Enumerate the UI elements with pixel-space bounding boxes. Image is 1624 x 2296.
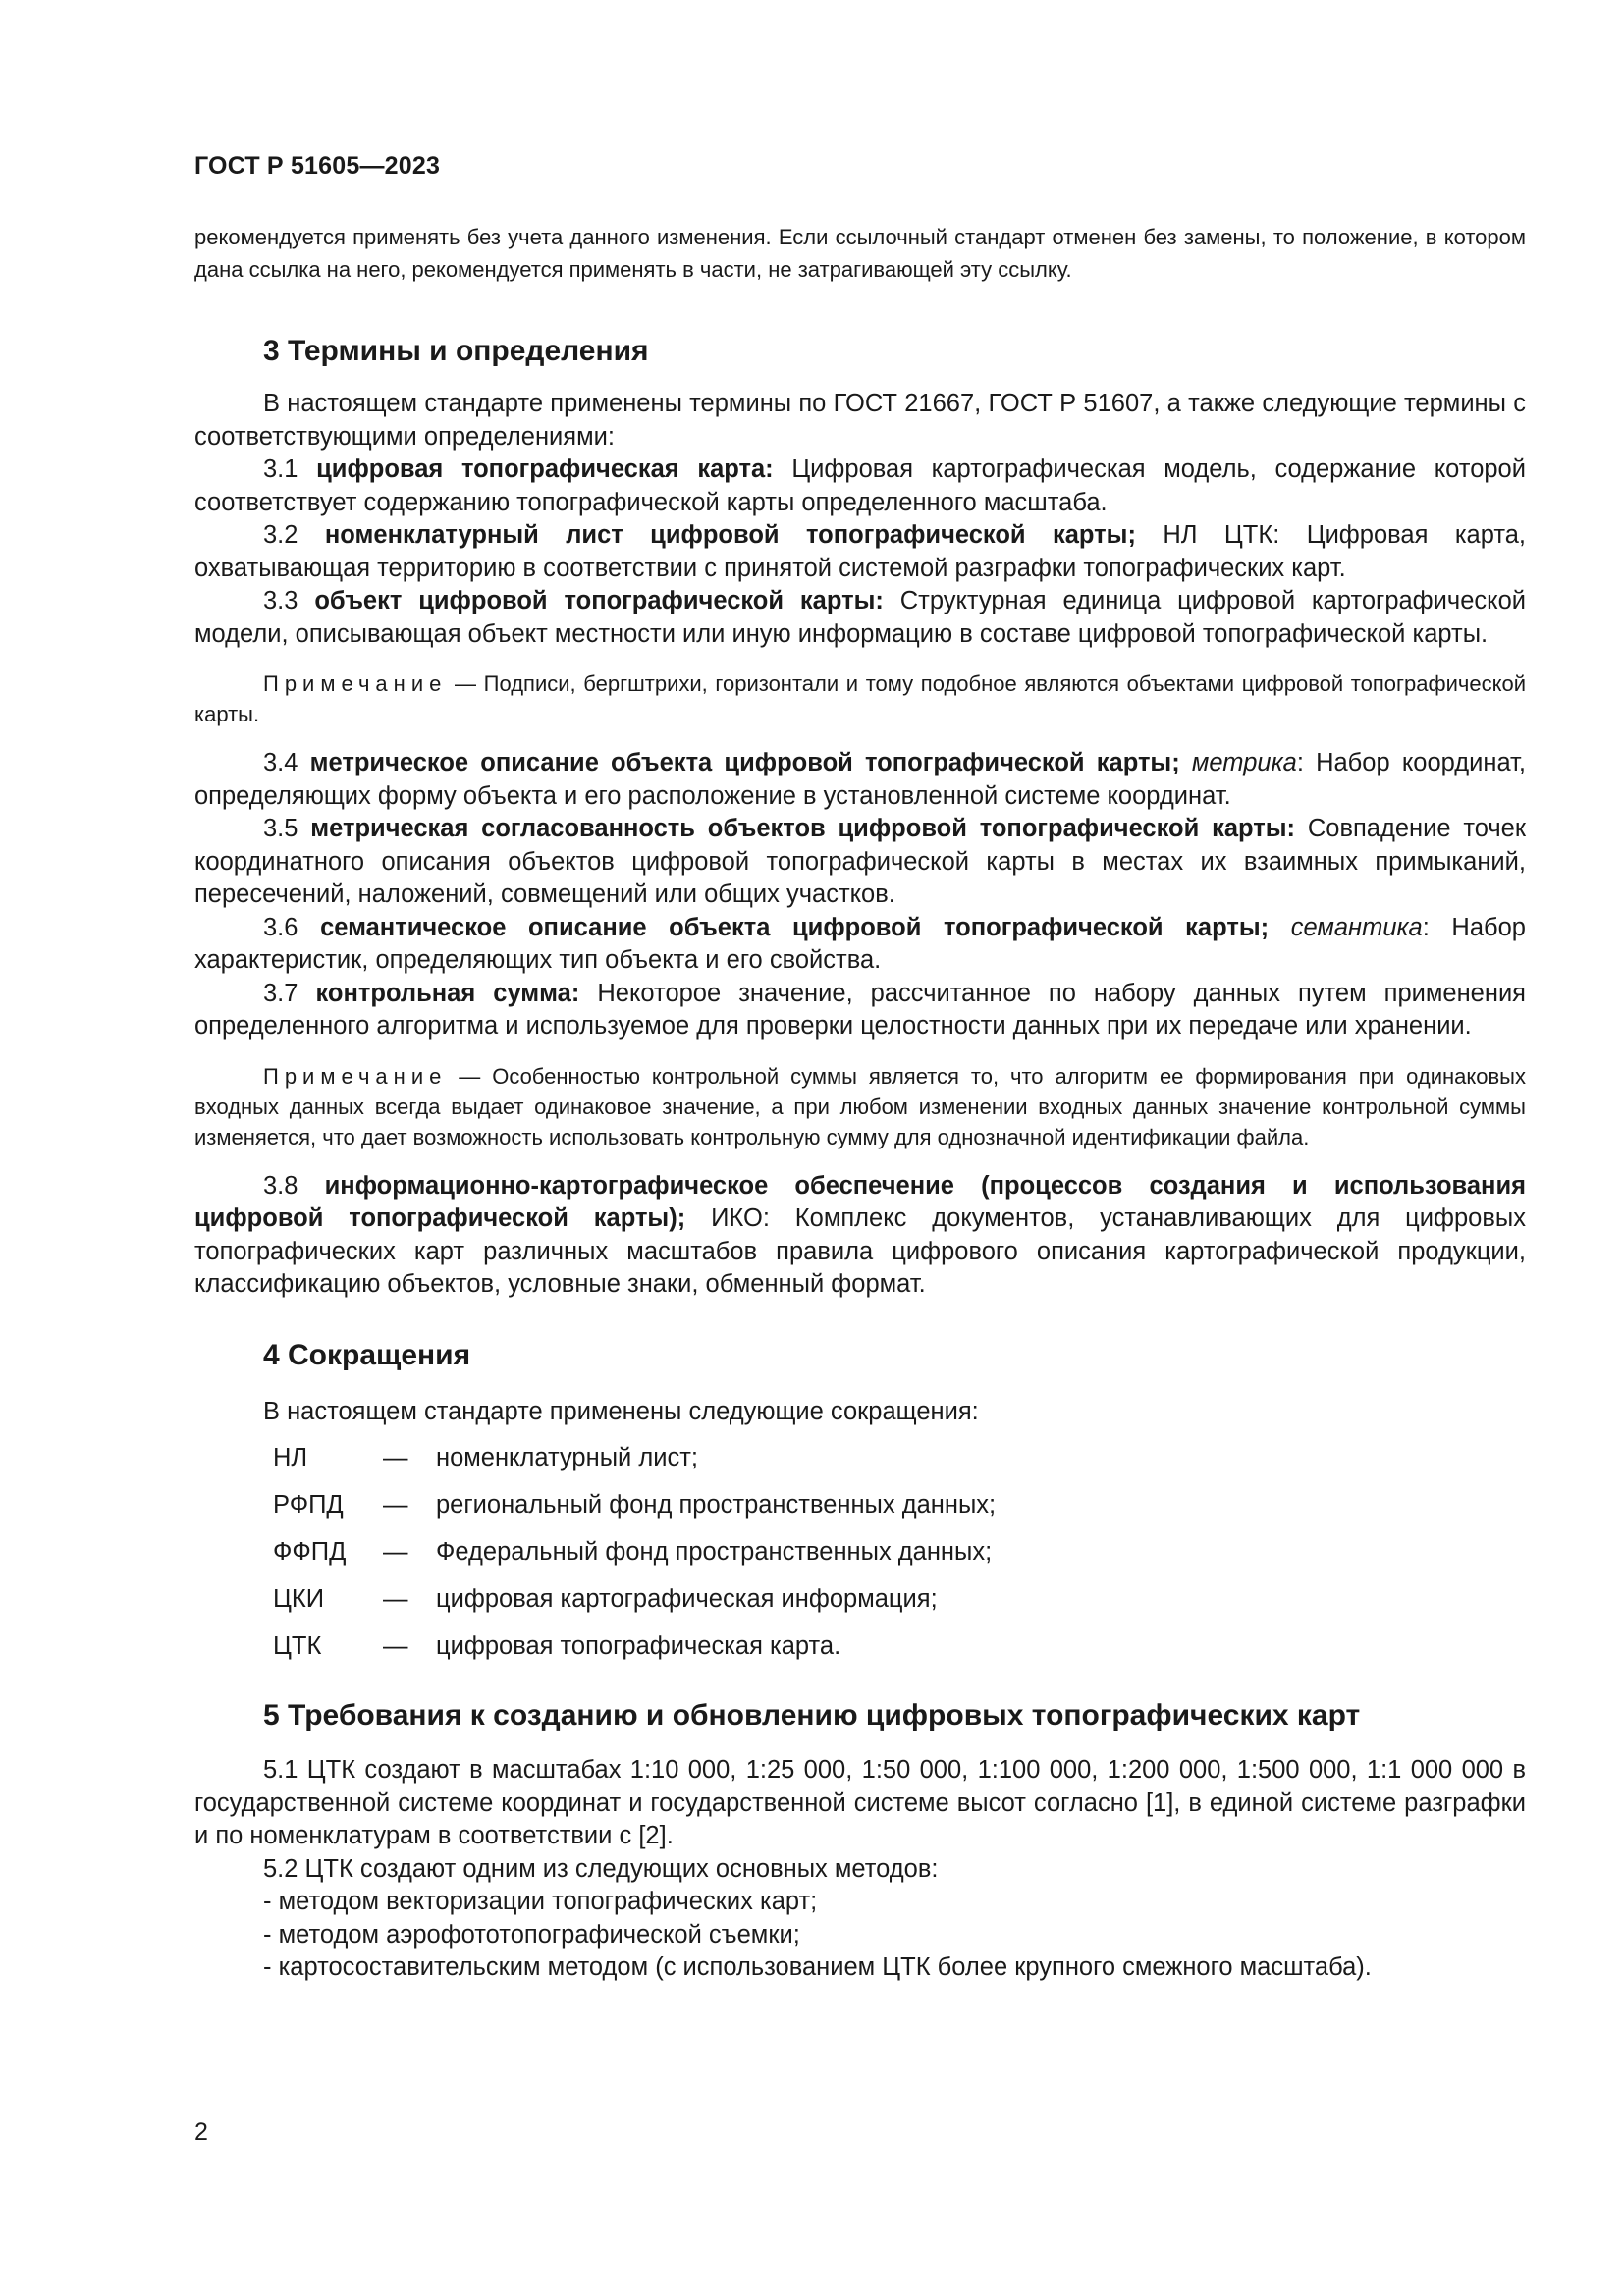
list-item	[194, 1434, 1526, 1481]
abbr-code: РФПД	[273, 1491, 344, 1519]
term-definition: Цифровая картографическая модель, содержание которой соответствует содержанию топографической карты определенного масштаба.	[194, 455, 1526, 516]
term-name: объект цифровой топографической карты:	[314, 587, 884, 614]
list-item	[194, 1481, 1526, 1528]
section-4-intro: В настоящем стандарте применены следующие сокращения:	[263, 1397, 979, 1425]
section-3-heading: 3 Термины и определения	[263, 335, 649, 367]
abbr-code: ЦТК	[273, 1632, 322, 1660]
term-name: метрическая согласованность объектов цифровой топографической карты:	[310, 815, 1296, 842]
note-text: — Особенностью контрольной суммы является то, что алгоритм ее формирования при одинаковых входных данных всегда выдает одинаковое значение, а при любом изменении входных данных значение контрольной суммы изменяется, что дает возможность использовать контрольную сумму для однозначной идентификации файла.	[194, 1063, 1526, 1149]
term-name: метрическое описание объекта цифровой топографической карты;	[309, 749, 1180, 776]
term-name: цифровая топографическая карта:	[316, 455, 774, 483]
term-definition: Структурная единица цифровой картографической модели, описывающая объект местности или иную информацию в составе цифровой топографической карты.	[194, 587, 1526, 648]
list-item	[194, 1528, 1526, 1575]
term-number: 3.6	[263, 913, 298, 941]
page-header: ГОСТ Р 51605—2023	[194, 152, 441, 180]
abbr-code: НЛ	[273, 1444, 308, 1471]
abbr-dash: —	[383, 1585, 408, 1613]
term-definition: НЛ ЦТК: Цифровая карта, охватывающая территорию в соответствии с принятой системой разграфки топографических карт.	[194, 521, 1526, 582]
term-3-6	[194, 912, 1526, 978]
term-number: 3.8	[263, 1171, 298, 1200]
term-definition: Совпадение точек координатного описания объектов цифровой топографической карты в местах их взаимных примыканий, пересечений, наложений, совмещений или общих участков.	[194, 815, 1527, 908]
page-number: 2	[194, 2118, 208, 2146]
term-3-3	[194, 585, 1526, 651]
list-item	[194, 1623, 1526, 1670]
term-3-5	[194, 813, 1526, 912]
abbr-code: ЦКИ	[273, 1585, 325, 1613]
term-definition: : Набор характеристик, определяющих тип объекта и его свойства.	[194, 913, 1526, 974]
section-4-heading: 4 Сокращения	[263, 1338, 471, 1371]
note-1	[194, 668, 1526, 729]
abbr-dash: —	[383, 1538, 408, 1566]
term-alias: семантика	[1290, 913, 1423, 941]
term-number: 3.1	[263, 455, 298, 483]
note-label: Примечание	[263, 671, 448, 696]
term-3-2	[194, 519, 1526, 585]
term-3-8	[194, 1170, 1526, 1302]
method-item: - картосоставительским методом (с использованием ЦТК более крупного смежного масштаба).	[263, 1953, 1372, 1981]
note-label: Примечание	[263, 1063, 448, 1089]
term-3-4	[194, 747, 1526, 813]
list-item	[194, 1575, 1526, 1623]
term-number: 3.4	[263, 749, 298, 776]
paragraph-5-1: 5.1 ЦТК создают в масштабах 1:10 000, 1:25 000, 1:50 000, 1:100 000, 1:200 000, 1:500 000, 1:1 000 000 в государственной системе координат и государственной системе высот согласно [1], в единой системе разграфки и по номенклатурам в соответствии с [2].	[194, 1756, 1526, 1849]
abbr-text: региональный фонд пространственных данных;	[436, 1491, 997, 1519]
term-alias: метрика	[1191, 749, 1297, 776]
term-name: контрольная сумма:	[315, 979, 580, 1007]
abbr-dash: —	[383, 1632, 408, 1660]
term-number: 3.2	[263, 521, 298, 549]
intro-paragraph: рекомендуется применять без учета данного изменения. Если ссылочный стандарт отменен без замены, то положение, в котором дана ссылка на него, рекомендуется применять в части, не затрагивающей эту ссылку.	[194, 225, 1526, 282]
abbr-text: Федеральный фонд пространственных данных;	[436, 1538, 993, 1566]
term-number: 3.7	[263, 979, 298, 1007]
paragraph-5-2: 5.2 ЦТК создают одним из следующих основных методов:	[263, 1854, 939, 1883]
term-definition: Некоторое значение, рассчитанное по набору данных путем применения определенного алгоритма и используемое для проверки целостности данных при их передаче или хранении.	[194, 979, 1526, 1040]
term-name: семантическое описание объекта цифровой топографической карты;	[320, 913, 1270, 941]
abbr-text: цифровая топографическая карта.	[436, 1632, 841, 1660]
term-3-7	[194, 978, 1526, 1043]
term-name: информационно-картографическое обеспечение (процессов создания и использования цифровой топографической карты);	[194, 1171, 1527, 1232]
abbr-text: номенклатурный лист;	[436, 1444, 698, 1471]
abbr-text: цифровая картографическая информация;	[436, 1585, 938, 1613]
term-definition: ИКО: Комплекс документов, устанавливающих для цифровых топографических карт различных масштабов правила цифрового описания картографической продукции, классификацию объектов, условные знаки, обменный формат.	[194, 1204, 1526, 1298]
method-item: - методом векторизации топографических карт;	[263, 1888, 818, 1915]
term-name: номенклатурный лист цифровой топографической карты;	[324, 521, 1136, 549]
abbr-dash: —	[383, 1491, 408, 1519]
term-number: 3.3	[263, 587, 298, 614]
abbr-code: ФФПД	[273, 1538, 347, 1566]
abbreviations-list	[194, 1434, 1526, 1670]
note-2	[194, 1061, 1526, 1152]
method-item: - методом аэрофототопографической съемки;	[263, 1920, 800, 1949]
abbr-dash: —	[383, 1444, 408, 1471]
section-3-intro: В настоящем стандарте применены термины по ГОСТ 21667, ГОСТ Р 51607, а также следующие термины с соответствующими определениями:	[194, 390, 1526, 451]
term-3-1	[194, 454, 1526, 519]
section-5-heading: 5 Требования к созданию и обновлению цифровых топографических карт	[263, 1699, 1361, 1732]
page-content	[194, 221, 1526, 1985]
term-number: 3.5	[263, 815, 298, 842]
term-definition: : Набор координат, определяющих форму объекта и его расположение в установленной системе координат.	[194, 749, 1526, 810]
note-text: — Подписи, бергштрихи, горизонтали и тому подобное являются объектами цифровой топографической карты.	[194, 671, 1526, 726]
